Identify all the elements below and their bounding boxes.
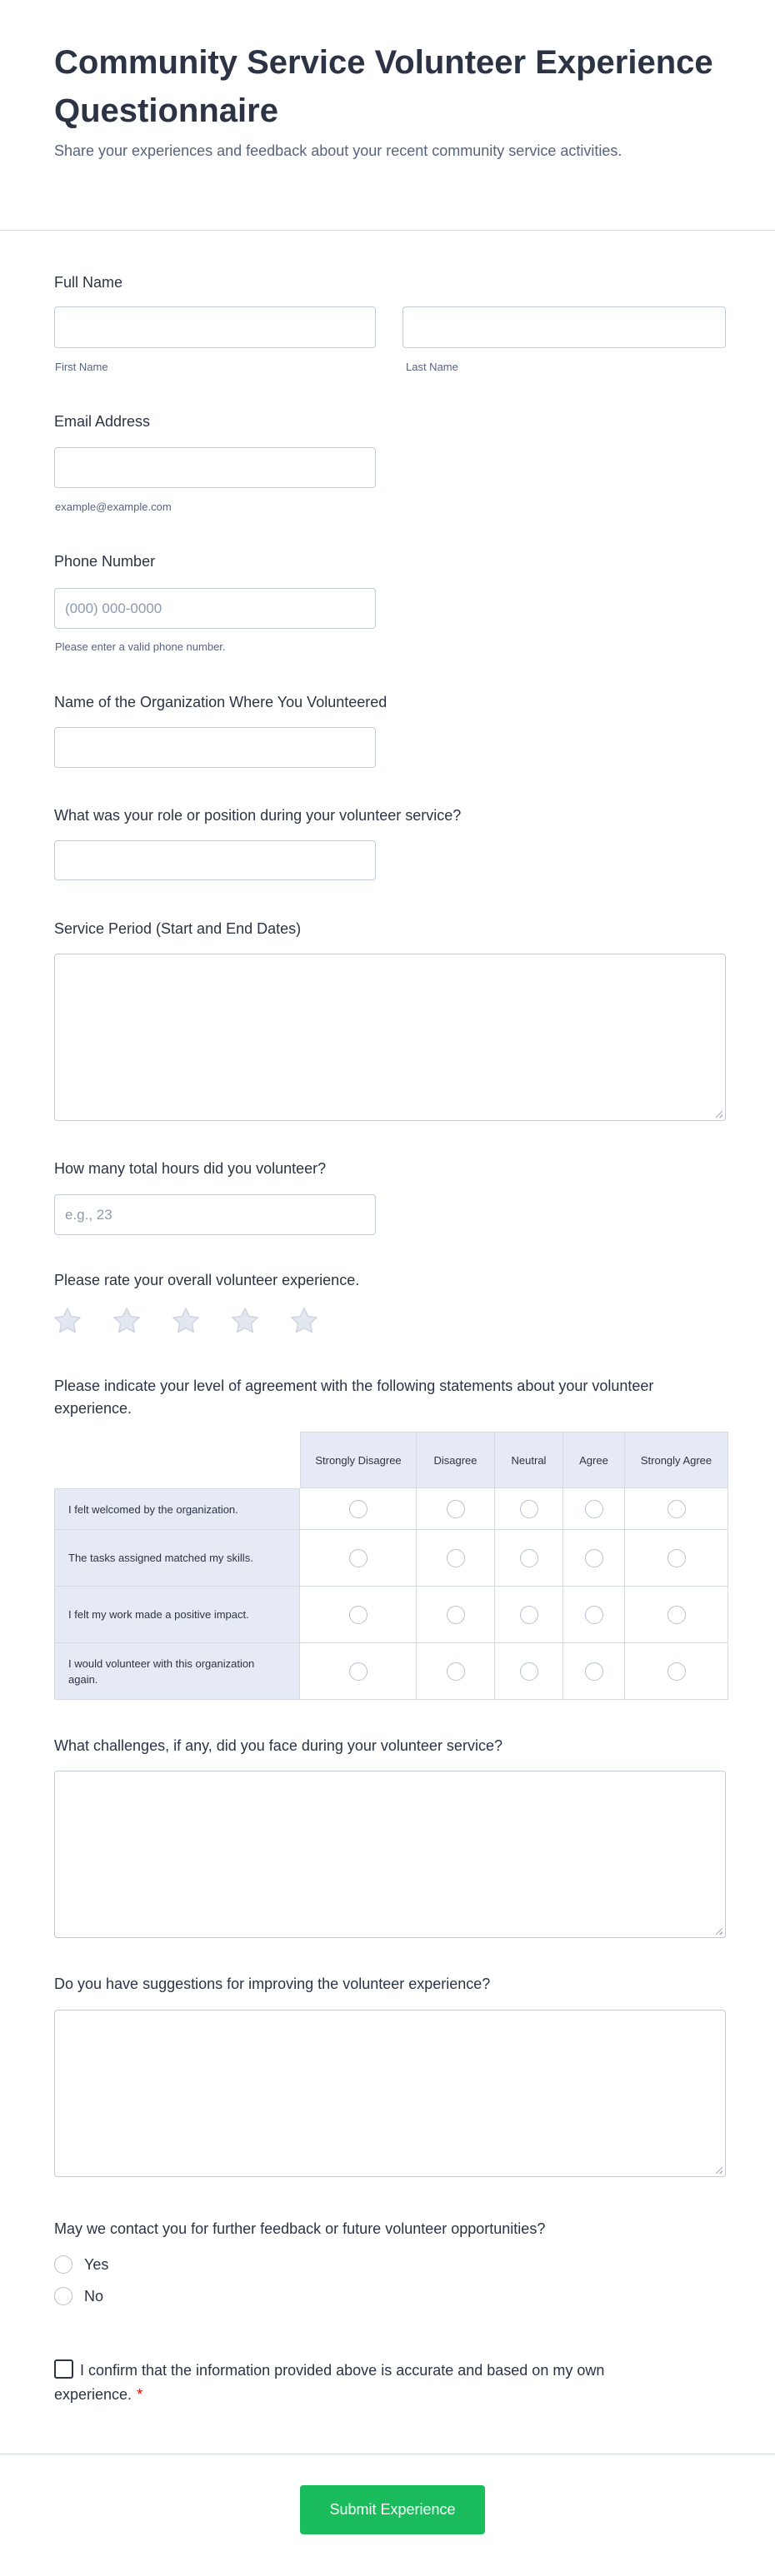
matrix-cell [625,1587,728,1643]
option-yes-label: Yes [84,2255,109,2273]
service-period-textarea[interactable] [54,954,726,1121]
matrix-cell [625,1530,728,1587]
full-name-label: Full Name [54,274,123,291]
matrix-row-label: I felt welcomed by the organization. [54,1488,300,1530]
hours-input[interactable]: e.g., 23 [54,1194,376,1235]
matrix-radio[interactable] [585,1549,603,1567]
matrix-corner [54,1432,300,1488]
resize-handle-icon[interactable] [716,2167,722,2174]
matrix-row-label: I would volunteer with this organization again. [54,1643,300,1700]
organization-label: Name of the Organization Where You Volunteered [54,694,388,710]
matrix-radio[interactable] [447,1662,465,1681]
matrix-row-label: I felt my work made a positive impact. [54,1587,300,1643]
contact-label: May we contact you for further feedback or future volunteer opportunities? [54,2220,546,2237]
matrix-cell [417,1643,495,1700]
star-icon[interactable] [52,1305,83,1341]
agreement-matrix [54,1432,728,1700]
matrix-radio[interactable] [668,1606,686,1624]
matrix-row [54,1488,728,1530]
radio-no[interactable] [54,2287,72,2305]
page-title: Community Service Volunteer Experience Questionnaire [54,44,713,129]
confirm-checkbox[interactable] [54,2359,73,2379]
hours-label: How many total hours did you volunteer? [54,1160,327,1177]
page-subtitle: Share your experiences and feedback about your recent community service activities. [54,142,622,159]
matrix-cell [563,1643,625,1700]
matrix-radio[interactable] [349,1662,368,1681]
matrix-cell [625,1488,728,1530]
last-name-sublabel: Last Name [406,361,458,373]
confirm-label: I confirm that the information provided above is accurate and based on my own experience. [54,2362,605,2403]
matrix-column-header: Disagree [417,1432,495,1488]
matrix-cell [495,1587,563,1643]
last-name-input[interactable] [402,306,726,348]
contact-option-no[interactable] [54,2287,103,2305]
role-label: What was your role or position during your volunteer service? [54,807,462,824]
matrix-radio[interactable] [585,1500,603,1518]
matrix-column-header: Agree [563,1432,625,1488]
matrix-radio[interactable] [349,1549,368,1567]
matrix-radio[interactable] [520,1500,538,1518]
radio-yes[interactable] [54,2255,72,2274]
contact-option-yes[interactable] [54,2255,108,2274]
matrix-radio[interactable] [668,1500,686,1518]
matrix-row [54,1587,728,1643]
first-name-input[interactable] [54,306,376,348]
matrix-cell [300,1530,417,1587]
resize-handle-icon[interactable] [716,1928,722,1935]
matrix-column-header: Strongly Disagree [300,1432,417,1488]
matrix-radio[interactable] [520,1606,538,1624]
suggestions-textarea[interactable] [54,2010,726,2177]
matrix-radio[interactable] [585,1662,603,1681]
star-icon[interactable] [111,1305,142,1341]
matrix-cell [495,1643,563,1700]
star-rating[interactable] [52,1305,320,1341]
resize-handle-icon[interactable] [716,1111,722,1118]
matrix-row-label: The tasks assigned matched my skills. [54,1530,300,1587]
service-period-label: Service Period (Start and End Dates) [54,920,302,937]
matrix-cell [417,1587,495,1643]
matrix-radio[interactable] [585,1606,603,1624]
required-asterisk: * [137,2386,143,2403]
matrix-cell [300,1488,417,1530]
confirm-checkbox-row[interactable] [54,2359,654,2407]
star-icon[interactable] [170,1305,202,1341]
matrix-radio[interactable] [668,1549,686,1567]
matrix-cell [563,1587,625,1643]
option-no-label: No [84,2287,104,2304]
matrix-radio[interactable] [447,1549,465,1567]
matrix-cell [563,1488,625,1530]
matrix-radio[interactable] [447,1606,465,1624]
phone-label: Phone Number [54,553,156,570]
first-name-sublabel: First Name [55,361,108,373]
matrix-radio[interactable] [520,1549,538,1567]
matrix-radio[interactable] [349,1606,368,1624]
matrix-radio[interactable] [447,1500,465,1518]
matrix-column-header: Strongly Agree [625,1432,728,1488]
matrix-cell [625,1643,728,1700]
rating-label: Please rate your overall volunteer experience. [54,1272,360,1288]
matrix-radio[interactable] [520,1662,538,1681]
organization-input[interactable] [54,727,376,768]
star-icon[interactable] [288,1305,320,1341]
matrix-row [54,1643,728,1700]
challenges-textarea[interactable] [54,1771,726,1938]
matrix-label: Please indicate your level of agreement with the following statements about your volunteer experience. [54,1378,654,1417]
submit-button[interactable]: Submit Experience [300,2485,485,2534]
challenges-label: What challenges, if any, did you face during your volunteer service? [54,1737,502,1754]
star-icon[interactable] [229,1305,261,1341]
email-hint: example@example.com [55,501,172,513]
matrix-cell [300,1587,417,1643]
matrix-cell [495,1530,563,1587]
header-divider [0,230,775,231]
matrix-cell [495,1488,563,1530]
matrix-row [54,1530,728,1587]
matrix-radio[interactable] [349,1500,368,1518]
matrix-cell [417,1488,495,1530]
matrix-cell [417,1530,495,1587]
suggestions-label: Do you have suggestions for improving the volunteer experience? [54,1976,491,1992]
email-label: Email Address [54,413,151,430]
role-input[interactable] [54,840,376,880]
email-input[interactable] [54,447,376,488]
matrix-cell [300,1643,417,1700]
phone-input[interactable]: (000) 000-0000 [54,588,376,629]
phone-hint: Please enter a valid phone number. [55,640,226,653]
matrix-radio[interactable] [668,1662,686,1681]
matrix-cell [563,1530,625,1587]
matrix-column-header: Neutral [495,1432,563,1488]
